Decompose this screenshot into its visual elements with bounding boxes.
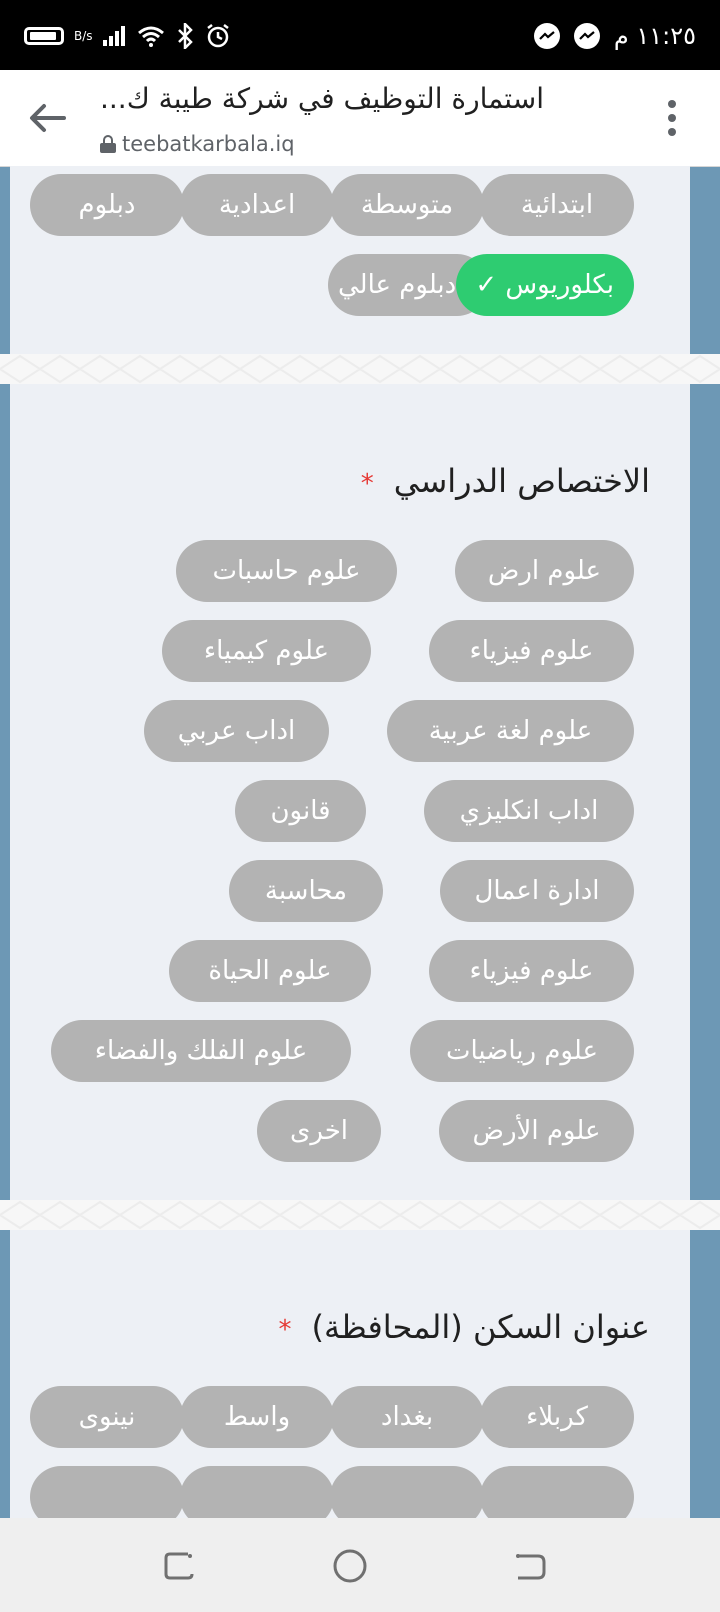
- battery-icon: [24, 27, 64, 45]
- home-icon[interactable]: [330, 1546, 370, 1586]
- option-chip[interactable]: علوم كيمياء: [162, 620, 371, 682]
- required-marker: *: [360, 469, 374, 499]
- back-icon[interactable]: [510, 1546, 550, 1586]
- status-bar: [0, 0, 720, 70]
- bluetooth-icon: [175, 23, 195, 49]
- option-chip[interactable]: واسط: [180, 1386, 334, 1448]
- option-chip[interactable]: بغداد: [330, 1386, 484, 1448]
- messenger-icon: [574, 23, 600, 49]
- question-title-text: عنوان السكن (المحافظة): [311, 1308, 650, 1346]
- option-chip[interactable]: اداب عربي: [144, 700, 329, 762]
- option-chip[interactable]: علوم فيزياء: [429, 940, 634, 1002]
- back-arrow-icon[interactable]: [28, 100, 68, 136]
- page-title: استمارة التوظيف في شركة طيبة ك...: [100, 82, 544, 115]
- question-title: [279, 1308, 650, 1346]
- recents-icon[interactable]: [160, 1546, 200, 1586]
- specialty-card: [10, 384, 690, 1200]
- option-chip[interactable]: علوم لغة عربية: [387, 700, 634, 762]
- option-chip[interactable]: نينوى: [30, 1386, 184, 1448]
- clock: ١١:٢٥ م: [613, 22, 696, 50]
- option-chip[interactable]: علوم الفلك والفضاء: [51, 1020, 351, 1082]
- residence-card: [10, 1230, 690, 1518]
- pattern-divider: [0, 354, 720, 384]
- more-options-icon[interactable]: [668, 100, 678, 136]
- option-chip[interactable]: علوم فيزياء: [429, 620, 634, 682]
- option-chip-selected[interactable]: بكلوريوس ✓: [456, 254, 634, 316]
- messenger-icon: [534, 23, 560, 49]
- option-chip[interactable]: متوسطة: [330, 174, 484, 236]
- option-chip[interactable]: محاسبة: [229, 860, 383, 922]
- pattern-divider: [0, 1200, 720, 1230]
- option-chip[interactable]: علوم ارض: [455, 540, 634, 602]
- option-chip[interactable]: اداب انكليزي: [424, 780, 634, 842]
- option-chip[interactable]: ابتدائية: [480, 174, 634, 236]
- option-chip[interactable]: علوم الحياة: [169, 940, 371, 1002]
- option-chip[interactable]: قانون: [235, 780, 366, 842]
- option-chip[interactable]: علوم الأرض: [439, 1100, 634, 1162]
- network-speed: B/s: [74, 29, 93, 43]
- url-bar[interactable]: [100, 132, 295, 156]
- option-chip[interactable]: اعدادية: [180, 174, 334, 236]
- system-nav-bar: [0, 1518, 720, 1612]
- question-title: [361, 462, 650, 500]
- alarm-icon: [205, 23, 231, 49]
- question-title-text: الاختصاص الدراسي: [393, 462, 650, 500]
- education-card: [10, 166, 690, 354]
- wifi-icon: [137, 25, 165, 47]
- option-chip[interactable]: اخرى: [257, 1100, 381, 1162]
- browser-toolbar: [0, 70, 720, 167]
- option-chip[interactable]: دبلوم عالي: [328, 254, 488, 316]
- url-text: teebatkarbala.iq: [122, 132, 295, 156]
- option-chip[interactable]: دبلوم: [30, 174, 184, 236]
- required-marker: *: [278, 1315, 292, 1345]
- signal-icon: [103, 26, 127, 46]
- option-chip[interactable]: علوم حاسبات: [176, 540, 397, 602]
- option-chip[interactable]: علوم رياضيات: [410, 1020, 634, 1082]
- option-chip[interactable]: ادارة اعمال: [440, 860, 634, 922]
- option-chip[interactable]: كربلاء: [480, 1386, 634, 1448]
- lock-icon: [100, 135, 116, 153]
